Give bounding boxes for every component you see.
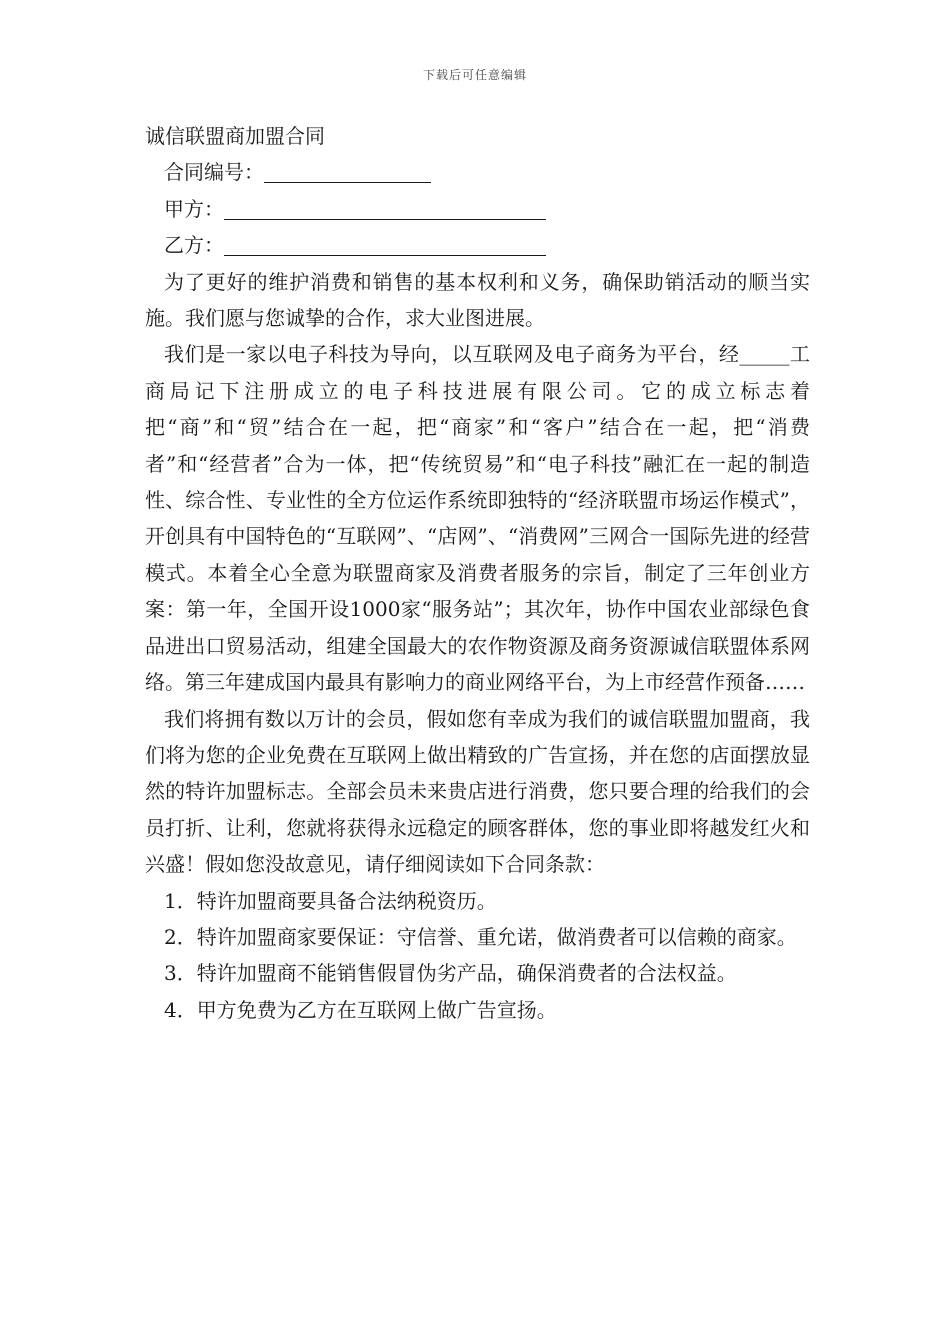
clause-item: 4．甲方免费为乙方在互联网上做广告宣扬。 (164, 997, 557, 1022)
contract-number-label: 合同编号： (164, 160, 264, 185)
paragraph-company: 我们是一家以电子科技为导向，以互联网及电子商务为平台，经_____工商局记下注册成立的电子科技进展有限公司。它的成立标志着把“商”和“贸”结合在一起，把“商家”和“客户”结合在一起，把“消费者”和“经营者”合为一体，把“传统贸易”和“电子科技”融汇在一起的制造性、综合性、专业性的全方位运作系统即独特的“经济联盟市场运作模式”，开创具有中国特色的“互联网”、“店网”、“消费网”三网合一国际先进的经营模式。本着全心全意为联盟商家及消费者服务的宗旨，制定了三年创业方案：第一年，全国开设1000家“服务站”；其次年，协作中国农业部绿色食品进出口贸易活动，组建全国最大的农作物资源及商务资源诚信联盟体系网络。第三年建成国内最具有影响力的商业网络平台，为上市经营作预备…… (145, 342, 810, 695)
party-a-line (145, 191, 810, 227)
contract-number-blank (264, 158, 431, 183)
party-a-label: 甲方： (164, 196, 224, 221)
document-body (145, 118, 810, 1028)
paragraph-members: 我们将拥有数以万计的会员，假如您有幸成为我们的诚信联盟加盟商，我们将为您的企业免费在互联网上做出精致的广告宣扬，并在您的店面摆放显然的特许加盟标志。全部会员未来贵店进行消费，您只要合理的给我们的会员打折、让利，您就将获得永远稳定的顾客群体，您的事业即将越发红火和兴盛！假如您没故意见，请仔细阅读如下合同条款： (145, 706, 810, 877)
party-b-line (145, 227, 810, 263)
party-b-blank (224, 231, 546, 256)
party-a-blank (224, 195, 546, 220)
page-header-note: 下载后可任意编辑 (422, 68, 527, 82)
contract-number-line (145, 154, 810, 190)
clause-item: 2．特许加盟商家要保证：守信誉、重允诺，做消费者可以信赖的商家。 (164, 924, 797, 949)
paragraph-intro: 为了更好的维护消费和销售的基本权利和义务，确保助销活动的顺当实施。我们愿与您诚挚的合作，求大业图进展。 (145, 269, 810, 331)
clause-item: 1．特许加盟商要具备合法纳税资历。 (164, 888, 497, 913)
party-b-label: 乙方： (164, 233, 224, 258)
clause-item: 3．特许加盟商不能销售假冒伪劣产品，确保消费者的合法权益。 (164, 961, 737, 986)
document-title: 诚信联盟商加盟合同 (145, 124, 325, 148)
